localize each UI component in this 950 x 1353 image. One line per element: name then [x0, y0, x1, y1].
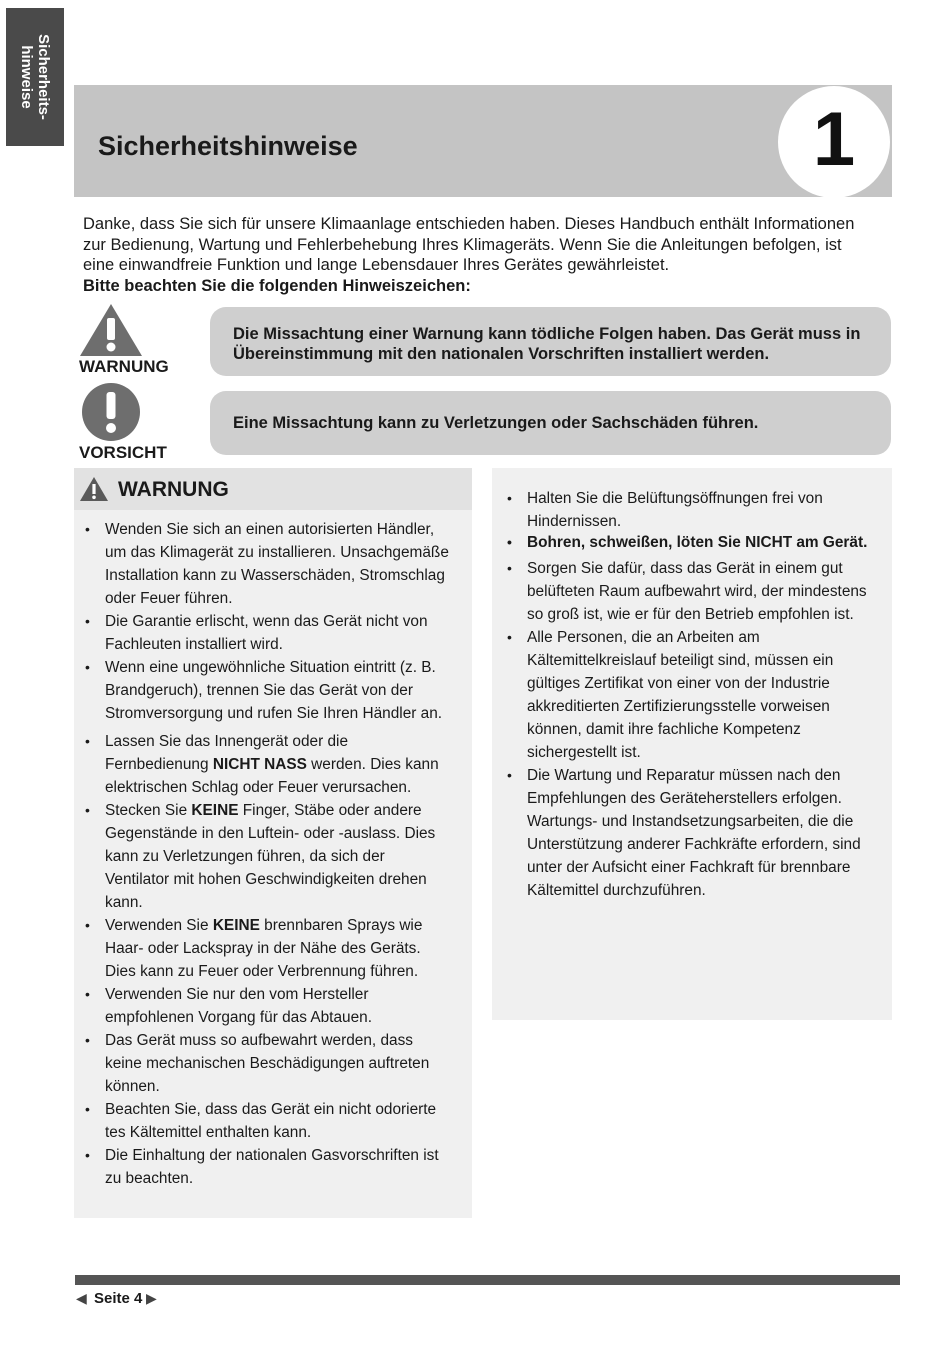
- list-item: • Die Garantie erlischt, wenn das Gerät nicht von Fachleuten installiert wird.: [83, 610, 453, 656]
- page-number: Seite 4: [94, 1290, 143, 1307]
- caution-notice-text: Eine Missachtung kann zu Verletzungen oder Sachschäden führen.: [233, 414, 759, 432]
- warning-section-header: [74, 468, 472, 510]
- warning-label: WARNUNG: [79, 357, 169, 376]
- list-item: • Verwenden Sie nur den vom Hersteller empfohlenen Vorgang für das Abtauen.: [83, 983, 453, 1029]
- warning-notice-box: [210, 307, 891, 376]
- list-item: • Die Einhaltung der nationalen Gasvorschriften ist zu beachten.: [83, 1144, 453, 1190]
- list-item: • Wenden Sie sich an einen autorisierten Händler, um das Klimagerät zu installieren. Unsachgemäße Installation kann zu Wasserschäden, Stromschlag oder Feuer führen.: [83, 518, 453, 610]
- list-item: • Halten Sie die Belüftungsöffnungen frei von Hindernissen.: [505, 487, 883, 533]
- footer-rule: [75, 1275, 900, 1285]
- warning-section-heading: WARNUNG: [118, 478, 229, 501]
- list-item: • Die Wartung und Reparatur müssen nach den Empfehlungen des Geräteherstellers erfolgen. Wartungs- und Instandsetzungsarbeiten, die die Unterstützung anderer Fachkräfte erfordern, sind unter der Aufsicht einer Fachkraft für brennbare Kältemittel durchzuführen.: [505, 764, 883, 902]
- list-item: • Verwenden Sie KEINE brennbaren Sprays wie Haar- oder Lackspray in der Nähe des Geräts. Dies kann zu Feuer oder Verbrennung führen.: [83, 914, 453, 983]
- triangle-right-icon[interactable]: ▶: [146, 1290, 157, 1306]
- list-item: • Wenn eine ungewöhnliche Situation eintritt (z. B. Brandgeruch), trennen Sie das Gerät von der Stromversorgung und rufen Sie Ihren Händler an.: [83, 656, 453, 725]
- intro-bold-line: Bitte beachten Sie die folgenden Hinweiszeichen:: [83, 276, 471, 295]
- side-tab-label: [18, 34, 52, 120]
- list-item: • Lassen Sie das Innengerät oder die Fernbedienung NICHT NASS werden. Dies kann elektrischen Schlag oder Feuer verursachen.: [83, 730, 453, 799]
- chapter-number: 1: [812, 97, 856, 182]
- side-tab-line-1: Sicherheits-: [35, 34, 52, 120]
- intro-paragraph: [83, 214, 873, 296]
- list-item: • Stecken Sie KEINE Finger, Stäbe oder andere Gegenstände in den Luftein- oder -auslass. Dies kann zu Verletzungen führen, da sich der Ventilator mit hohen Geschwindigkeiten drehen kann.: [83, 799, 453, 914]
- list-item: • Das Gerät muss so aufbewahrt werden, dass keine mechanischen Beschädigungen auftreten können.: [83, 1029, 453, 1098]
- section-side-tab[interactable]: [6, 8, 64, 146]
- warning-list-left: [83, 518, 453, 1190]
- exclamation-circle-icon: [78, 382, 144, 442]
- caution-label: VORSICHT: [79, 443, 167, 462]
- list-item: • Alle Personen, die an Arbeiten am Kältemittelkreislauf beteiligt sind, müssen ein gültiges Zertifikat von einer von der Industrie akkreditierten Zertifizierungsstelle vorweisen können, damit ihre fachliche Kompetenz sichergestellt ist.: [505, 626, 883, 764]
- triangle-left-icon[interactable]: ◀: [76, 1290, 87, 1306]
- list-item: • Bohren, schweißen, löten Sie NICHT am Gerät.: [505, 533, 883, 552]
- list-item: • Beachten Sie, dass das Gerät ein nicht odorierte tes Kältemittel enthalten kann.: [83, 1098, 453, 1144]
- warning-triangle-icon: [79, 476, 109, 502]
- warning-list-right: [505, 487, 883, 902]
- warning-triangle-icon: [78, 302, 144, 358]
- page-title: Sicherheitshinweise: [98, 131, 358, 161]
- side-tab-line-2: hinweise: [18, 45, 35, 109]
- intro-text: Danke, dass Sie sich für unsere Klimaanlage entschieden haben. Dieses Handbuch enthält Informationen zur Bedienung, Wartung und Fehlerbehebung Ihres Klimageräts. Wenn Sie die Anleitungen befolgen, ist eine einwandfreie Funktion und lange Lebensdauer Ihres Gerätes gewährleistet.: [83, 215, 855, 274]
- warning-notice-text: Die Missachtung einer Warnung kann tödliche Folgen haben. Das Gerät muss in Übereinstimmung mit den nationalen Vorschriften installiert werden.: [233, 325, 861, 363]
- chapter-badge: [778, 86, 890, 198]
- list-item: • Sorgen Sie dafür, dass das Gerät in einem gut belüfteten Raum aufbewahrt wird, der mindestens so groß ist, wie er für den Betrieb empfohlen ist.: [505, 557, 883, 626]
- title-bar: [74, 85, 892, 197]
- caution-notice-box: [210, 391, 891, 455]
